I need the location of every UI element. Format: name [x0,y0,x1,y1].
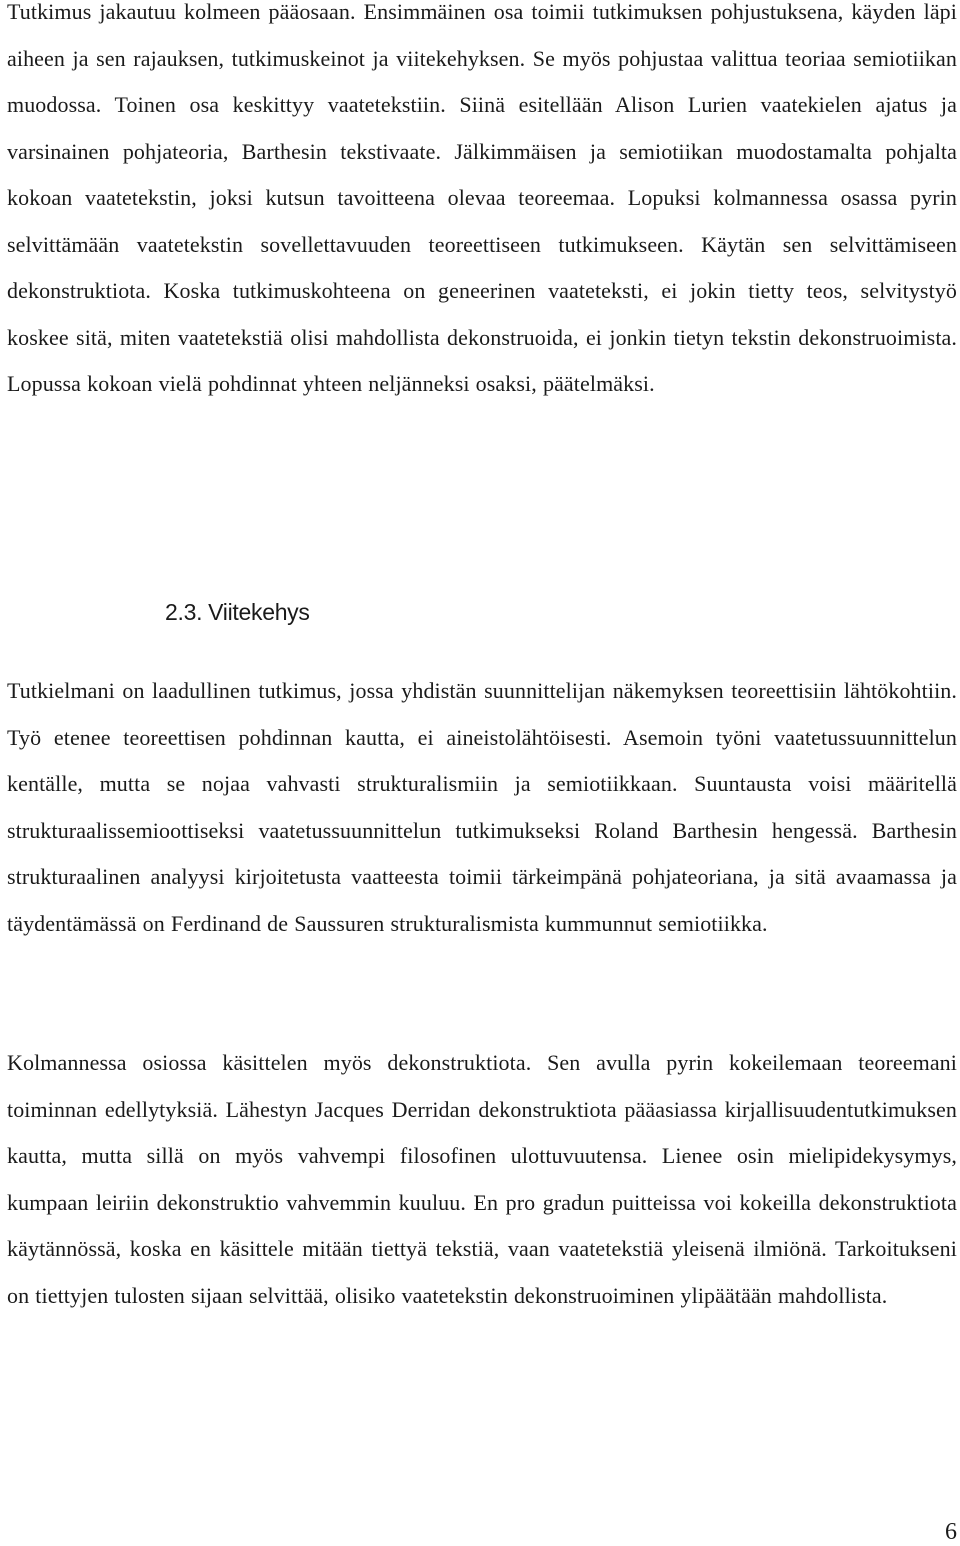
paragraph-intro: Tutkimus jakautuu kolmeen pääosaan. Ensimmäinen osa toimii tutkimuksen pohjustuksena, käyden läpi aiheen ja sen rajauksen, tutkimuskeinot ja viitekehyksen. Se myös pohjustaa valittua teoriaa semiotiikan muodossa. Toinen osa keskittyy vaatetekstiin. Siinä esitellään Alison Lurien vaatekielen ajatus ja varsinainen pohjateoria, Barthesin tekstivaate. Jälkimmäisen ja semiotiikan muodostamalta pohjalta kokoan vaatetekstin, joksi kutsun tavoitteena olevaa teoreemaa. Lopuksi kolmannessa osassa pyrin selvittämään vaatetekstin sovellettavuuden teoreettiseen tutkimukseen. Käytän sen selvittämiseen dekonstruktiota. Koska tutkimuskohteena on geneerinen vaateteksti, ei jokin tietty teos, selvitystyö koskee sitä, miten vaatetekstiä olisi mahdollista dekonstruoida, ei jonkin tietyn tekstin dekonstruoimista. Lopussa kokoan vielä pohdinnat yhteen neljänneksi osaksi, päätelmäksi. [7,0,957,396]
paragraph-framework-2: Kolmannessa osiossa käsittelen myös dekonstruktiota. Sen avulla pyrin kokeilemaan teoreemani toiminnan edellytyksiä. Lähestyn Jacques Derridan dekonstruktiota pääasiassa kirjallisuudentutkimuksen kautta, mutta sillä on myös vahvempi filosofinen ulottuvuutensa. Lienee osin mielipidekysymys, kumpaan leiriin dekonstruktio vahvemmin kuuluu. En pro gradun puitteissa voi kokeilla dekonstruktiota käytännössä, koska en käsittele mitään tiettyä tekstiä, vaan vaatetekstiä yleisenä ilmiönä. Tarkoitukseni on tiettyjen tulosten sijaan selvittää, olisiko vaatetekstin dekonstruoiminen ylipäätään mahdollista. [7,1050,957,1308]
section-heading [165,597,310,627]
section-number: 2.3. [165,599,203,625]
section-title: Viitekehys [208,599,310,625]
paragraph-framework-1: Tutkielmani on laadullinen tutkimus, jossa yhdistän suunnittelijan näkemyksen teoreettisiin lähtökohtiin. Työ etenee teoreettisen pohdinnan kautta, ei aineistolähtöisesti. Asemoin työni vaatetussuunnittelun kentälle, mutta se nojaa vahvasti strukturalismiin ja semiotiikkaan. Suuntausta voisi määritellä strukturaalissemioottiseksi vaatetussuunnittelun tutkimukseksi Roland Barthesin hengessä. Barthesin strukturaalinen analyysi kirjoitetusta vaatteesta toimii tärkeimpänä pohjateoriana, ja sitä avaamassa ja täydentämässä on Ferdinand de Saussuren strukturalismista kummunnut semiotiikka. [7,678,957,936]
page-number: 6 [945,1519,957,1545]
